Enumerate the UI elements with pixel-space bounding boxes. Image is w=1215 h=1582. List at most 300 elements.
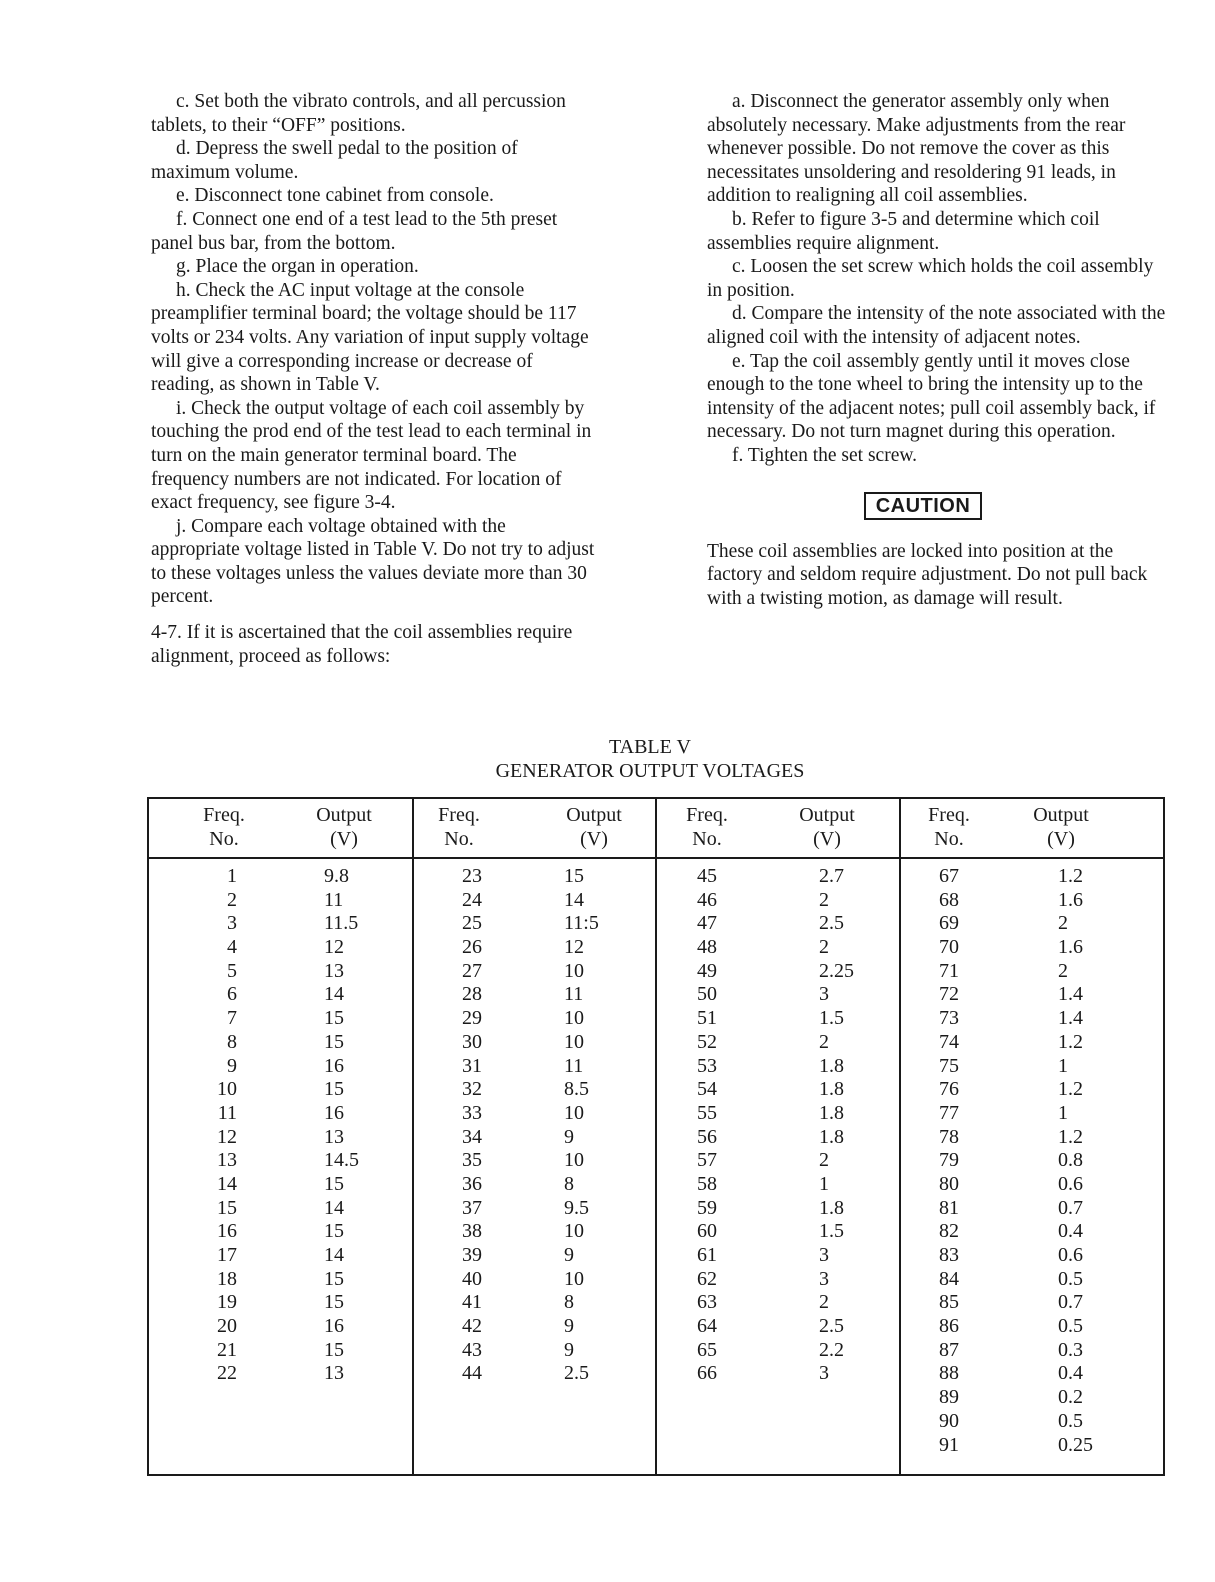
table-row [657,1078,899,1102]
output-cell: 2 [819,1030,829,1053]
table-row [414,912,655,936]
freq-cell: 21 [217,1338,237,1361]
generator-output-table [147,797,1165,1476]
output-cell: 1 [1058,1054,1068,1077]
freq-cell: 34 [462,1125,482,1148]
output-cell: 14 [324,983,344,1006]
table-group-3 [655,799,899,1474]
output-cell: 9 [564,1125,574,1148]
freq-cell: 31 [462,1054,482,1077]
output-cell: 9.5 [564,1196,589,1219]
table-row [901,1339,1165,1363]
freq-cell: 9 [227,1054,237,1077]
output-cell: 1.6 [1058,888,1083,911]
table-row [901,1055,1165,1079]
output-cell: 0.6 [1058,1172,1083,1195]
table-rows [149,865,412,1386]
table-row [414,889,655,913]
output-cell: 0.25 [1058,1433,1093,1456]
freq-header-line2: No. [209,828,239,850]
step-i-paragraph: i. Check the output voltage of each coil assembly by touching the prod end of the test lead to each terminal in turn on the main generator terminal board. The frequency numbers are not indicated. For location of exact frequency, see figure 3-4. [151,397,592,514]
freq-cell: 7 [227,1007,237,1030]
freq-cell: 44 [462,1362,482,1385]
freq-cell: 41 [462,1291,482,1314]
output-cell: 15 [324,1220,344,1243]
table-row [414,1315,655,1339]
caution-label: CAUTION [864,492,983,520]
output-cell: 1.2 [1058,1078,1083,1101]
table-row [414,1220,655,1244]
freq-cell: 80 [939,1172,959,1195]
output-cell: 3 [819,1267,829,1290]
table-row [657,1362,899,1386]
output-cell: 1.6 [1058,936,1083,959]
output-cell: 0.5 [1058,1267,1083,1290]
freq-cell: 32 [462,1078,482,1101]
output-cell: 15 [324,1172,344,1195]
freq-cell: 46 [697,888,717,911]
output-header [1011,803,1111,851]
freq-cell: 77 [939,1101,959,1124]
step-j-paragraph: j. Compare each voltage obtained with the appropriate voltage listed in Table V. Do not try to adjust to these voltages unless the values deviate more than 30 percent. [151,515,595,608]
step-e-paragraph: e. Disconnect tone cabinet from console. [176,185,494,207]
table-row [414,1291,655,1315]
freq-cell: 20 [217,1315,237,1338]
output-cell: 1.8 [819,1101,844,1124]
table-row [901,1149,1165,1173]
freq-cell: 13 [217,1149,237,1172]
table-row [149,1291,412,1315]
table-row [657,1055,899,1079]
table-row [901,1244,1165,1268]
freq-cell: 39 [462,1244,482,1266]
output-cell: 12 [324,936,344,959]
freq-cell: 69 [939,912,959,935]
freq-cell: 22 [217,1362,237,1385]
table-header [414,799,655,859]
output-cell: 13 [324,1125,344,1148]
table-row [657,983,899,1007]
output-cell: 1.2 [1058,1030,1083,1053]
table-row [657,1173,899,1197]
freq-cell: 47 [697,912,717,935]
output-cell: 0.7 [1058,1291,1083,1314]
freq-header [409,803,509,851]
table-row [149,936,412,960]
output-cell: 15 [324,1267,344,1290]
table-row [901,983,1165,1007]
table-row [901,1268,1165,1292]
freq-cell: 18 [217,1267,237,1290]
table-row [149,1220,412,1244]
output-cell: 2 [819,1291,829,1314]
output-cell: 1.5 [819,1007,844,1030]
output-cell: 14 [324,1244,344,1266]
output-header [294,803,394,851]
table-row [149,1244,412,1268]
freq-cell: 42 [462,1315,482,1338]
freq-cell: 1 [227,865,237,887]
table-row [657,889,899,913]
output-header [777,803,877,851]
freq-cell: 23 [462,865,482,887]
step-f-paragraph: f. Connect one end of a test lead to the 5th preset panel bus bar, from the bottom. [151,208,558,254]
freq-cell: 26 [462,936,482,959]
table-row [657,960,899,984]
output-cell: 1.4 [1058,1007,1083,1030]
output-cell: 0.4 [1058,1220,1083,1243]
table-row [414,1173,655,1197]
freq-header-line1: Freq. [203,804,245,826]
freq-cell: 75 [939,1054,959,1077]
output-cell: 1.5 [819,1220,844,1243]
step-g-paragraph: g. Place the organ in operation. [176,256,419,278]
freq-cell: 48 [697,936,717,959]
output-cell: 15 [324,1007,344,1030]
output-cell: 0.6 [1058,1244,1083,1266]
output-cell: 15 [324,1291,344,1314]
table-row [901,1434,1165,1458]
freq-cell: 24 [462,888,482,911]
table-row [149,983,412,1007]
output-cell: 0.8 [1058,1149,1083,1172]
output-cell: 13 [324,1362,344,1385]
freq-cell: 62 [697,1267,717,1290]
align-step-c-paragraph: c. Loosen the set screw which holds the coil assembly in position. [707,256,1154,301]
output-cell: 1.4 [1058,983,1083,1006]
output-cell: 10 [564,1030,584,1053]
output-cell: 10 [564,959,584,982]
freq-cell: 45 [697,865,717,887]
table-row [414,960,655,984]
output-cell: 11:5 [564,912,599,935]
table-row [657,865,899,889]
align-step-a-paragraph: a. Disconnect the generator assembly only when absolutely necessary. Make adjustments from the rear whenever possible. Do not remove the cover as this necessitates unsoldering and resoldering 91 leads, in addition to realigning all coil assemblies. [707,91,1126,207]
table-row [149,1362,412,1386]
table-row [657,1031,899,1055]
output-cell: 1.8 [819,1078,844,1101]
left-column [151,90,596,668]
freq-header [174,803,274,851]
output-cell: 11 [324,888,344,911]
freq-header [899,803,999,851]
output-cell: 9 [564,1244,574,1266]
right-column [707,90,1169,610]
freq-cell: 30 [462,1030,482,1053]
table-row [657,1007,899,1031]
output-header-line2: (V) [1047,828,1075,850]
caution-text: These coil assemblies are locked into position at the factory and seldom require adjustment. Do not pull back with a twisting motion, as damage will result. [707,540,1148,609]
output-cell: 10 [564,1007,584,1030]
freq-cell: 36 [462,1172,482,1195]
output-header [544,803,644,851]
table-row [901,1386,1165,1410]
output-cell: 10 [564,1149,584,1172]
freq-cell: 11 [217,1101,237,1124]
table-row [657,1149,899,1173]
freq-cell: 87 [939,1338,959,1361]
freq-cell: 86 [939,1315,959,1338]
freq-cell: 4 [227,936,237,959]
freq-cell: 12 [217,1125,237,1148]
table-title: TABLE V [609,736,691,758]
output-cell: 1.8 [819,1054,844,1077]
output-cell: 11 [564,1054,584,1077]
output-cell: 2 [819,936,829,959]
freq-cell: 58 [697,1172,717,1195]
output-cell: 8 [564,1172,574,1195]
table-row [414,1031,655,1055]
freq-cell: 65 [697,1338,717,1361]
output-cell: 8.5 [564,1078,589,1101]
align-step-b-paragraph: b. Refer to figure 3-5 and determine which coil assemblies require alignment. [707,208,1100,254]
output-header-line2: (V) [580,828,608,850]
table-row [901,1315,1165,1339]
freq-cell: 57 [697,1149,717,1172]
table-row [149,1007,412,1031]
table-row [414,1244,655,1268]
table-row [901,1220,1165,1244]
freq-cell: 72 [939,983,959,1006]
freq-cell: 76 [939,1078,959,1101]
table-row [414,1268,655,1292]
freq-header-line1: Freq. [686,804,728,826]
freq-cell: 40 [462,1267,482,1290]
output-cell: 1.2 [1058,1125,1083,1148]
freq-cell: 66 [697,1362,717,1385]
table-row [149,865,412,889]
output-cell: 3 [819,983,829,1006]
table-row [657,1339,899,1363]
freq-cell: 28 [462,983,482,1006]
freq-cell: 17 [217,1244,237,1266]
freq-cell: 27 [462,959,482,982]
output-cell: 10 [564,1101,584,1124]
table-header [657,799,899,859]
output-cell: 13 [324,959,344,982]
output-cell: 1.2 [1058,865,1083,887]
output-cell: 14.5 [324,1149,359,1172]
table-row [414,1007,655,1031]
table-row [657,1220,899,1244]
table-row [901,1197,1165,1221]
table-row [149,1197,412,1221]
output-cell: 16 [324,1054,344,1077]
table-group-2 [412,799,655,1474]
table-row [149,1078,412,1102]
table-row [901,912,1165,936]
freq-header [657,803,757,851]
table-row [149,1149,412,1173]
output-cell: 14 [324,1196,344,1219]
freq-cell: 52 [697,1030,717,1053]
freq-header-line2: No. [444,828,474,850]
freq-cell: 25 [462,912,482,935]
freq-cell: 19 [217,1291,237,1314]
freq-cell: 35 [462,1149,482,1172]
freq-cell: 2 [227,888,237,911]
table-row [901,1291,1165,1315]
table-row [149,960,412,984]
freq-cell: 68 [939,888,959,911]
output-header-line1: Output [566,804,622,826]
freq-cell: 78 [939,1125,959,1148]
step-d-paragraph: d. Depress the swell pedal to the position of maximum volume. [151,138,518,183]
freq-cell: 60 [697,1220,717,1243]
table-row [149,912,412,936]
table-row [657,1244,899,1268]
output-cell: 2.5 [564,1362,589,1385]
table-row [901,960,1165,984]
output-cell: 2.7 [819,865,844,887]
freq-cell: 64 [697,1315,717,1338]
freq-cell: 88 [939,1362,959,1385]
freq-cell: 91 [939,1433,959,1456]
freq-cell: 63 [697,1291,717,1314]
table-row [901,1173,1165,1197]
table-row [149,1055,412,1079]
table-subtitle: GENERATOR OUTPUT VOLTAGES [495,760,805,782]
freq-header-line1: Freq. [928,804,970,826]
freq-cell: 67 [939,865,959,887]
table-row [414,865,655,889]
freq-cell: 83 [939,1244,959,1266]
freq-cell: 82 [939,1220,959,1243]
output-cell: 0.5 [1058,1315,1083,1338]
freq-cell: 84 [939,1267,959,1290]
table-row [657,1102,899,1126]
table-row [657,1126,899,1150]
section-4-7-paragraph: 4-7. If it is ascertained that the coil assemblies require alignment, proceed as follows: [151,622,573,667]
output-cell: 2.25 [819,959,854,982]
freq-cell: 51 [697,1007,717,1030]
output-cell: 0.5 [1058,1409,1083,1432]
output-cell: 15 [324,1030,344,1053]
table-row [657,1268,899,1292]
output-cell: 15 [324,1078,344,1101]
freq-cell: 37 [462,1196,482,1219]
freq-cell: 89 [939,1386,959,1409]
freq-cell: 29 [462,1007,482,1030]
table-row [657,912,899,936]
table-row [149,1315,412,1339]
freq-cell: 73 [939,1007,959,1030]
table-row [901,1126,1165,1150]
output-cell: 3 [819,1244,829,1266]
output-cell: 11 [564,983,584,1006]
step-h-paragraph: h. Check the AC input voltage at the console preamplifier terminal board; the voltage should be 117 volts or 234 volts. Any variation of input supply voltage will give a corresponding increase or decrease of reading, as shown in Table V. [151,279,589,396]
table-row [414,1126,655,1150]
table-row [414,1339,655,1363]
table-row [901,1410,1165,1434]
table-row [414,936,655,960]
freq-header-line2: No. [692,828,722,850]
output-cell: 10 [564,1220,584,1243]
freq-cell: 90 [939,1409,959,1432]
output-cell: 1 [1058,1101,1068,1124]
output-cell: 2.5 [819,912,844,935]
freq-cell: 50 [697,983,717,1006]
output-cell: 9 [564,1315,574,1338]
table-rows [414,865,655,1386]
freq-cell: 14 [217,1172,237,1195]
table-caption [400,735,900,783]
table-header [149,799,412,859]
table-group-4 [899,799,1165,1474]
output-cell: 15 [324,1338,344,1361]
table-row [901,1362,1165,1386]
output-cell: 2 [819,888,829,911]
table-row [414,1055,655,1079]
table-row [901,1031,1165,1055]
output-cell: 8 [564,1291,574,1314]
table-group-1 [149,799,412,1474]
output-cell: 0.7 [1058,1196,1083,1219]
freq-cell: 56 [697,1125,717,1148]
freq-cell: 55 [697,1101,717,1124]
table-rows [901,865,1165,1457]
table-row [414,1078,655,1102]
output-cell: 16 [324,1315,344,1338]
freq-cell: 49 [697,959,717,982]
output-header-line1: Output [316,804,372,826]
table-row [149,1268,412,1292]
freq-cell: 85 [939,1291,959,1314]
table-row [149,889,412,913]
output-header-line1: Output [799,804,855,826]
output-header-line2: (V) [813,828,841,850]
output-cell: 0.2 [1058,1386,1083,1409]
output-cell: 0.4 [1058,1362,1083,1385]
table-row [901,1102,1165,1126]
freq-header-line2: No. [934,828,964,850]
output-cell: 2.5 [819,1315,844,1338]
freq-cell: 6 [227,983,237,1006]
table-row [149,1102,412,1126]
freq-cell: 10 [217,1078,237,1101]
freq-cell: 3 [227,912,237,935]
table-row [657,1197,899,1221]
output-header-line1: Output [1033,804,1089,826]
align-step-f-paragraph: f. Tighten the set screw. [732,444,918,466]
freq-cell: 54 [697,1078,717,1101]
table-row [657,936,899,960]
table-row [414,1149,655,1173]
freq-cell: 15 [217,1196,237,1219]
freq-cell: 61 [697,1244,717,1266]
output-cell: 1 [819,1172,829,1195]
align-step-d-paragraph: d. Compare the intensity of the note associated with the aligned coil with the intensity of adjacent notes. [707,303,1166,348]
table-rows [657,865,899,1386]
freq-cell: 71 [939,959,959,982]
output-cell: 15 [564,865,584,887]
freq-cell: 8 [227,1030,237,1053]
output-cell: 10 [564,1267,584,1290]
table-row [901,865,1165,889]
freq-cell: 33 [462,1101,482,1124]
step-c-paragraph: c. Set both the vibrato controls, and all percussion tablets, to their “OFF” positions. [151,91,566,136]
table-row [901,1078,1165,1102]
freq-cell: 59 [697,1196,717,1219]
output-cell: 12 [564,936,584,959]
output-cell: 9 [564,1338,574,1361]
freq-header-line1: Freq. [438,804,480,826]
table-row [414,1362,655,1386]
output-cell: 3 [819,1362,829,1385]
output-cell: 2 [819,1149,829,1172]
output-cell: 16 [324,1101,344,1124]
freq-cell: 5 [227,959,237,982]
